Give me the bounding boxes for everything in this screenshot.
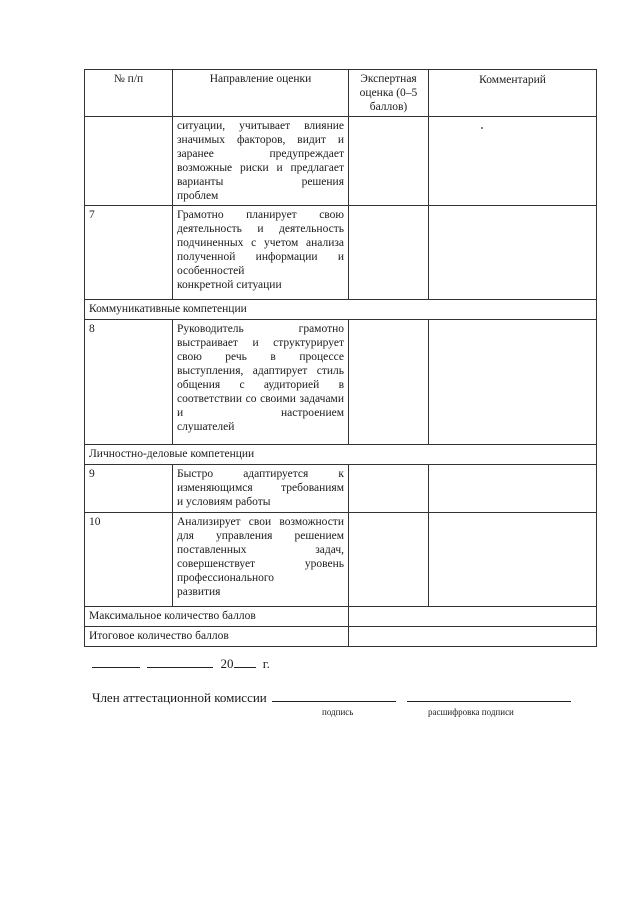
row-description-last: конкретной ситуации xyxy=(177,279,282,291)
table-row xyxy=(85,206,597,300)
year-suffix: г. xyxy=(262,656,270,671)
max-score-row xyxy=(85,607,597,627)
row-description-last: и условиям работы xyxy=(177,496,271,508)
total-score-value[interactable] xyxy=(349,627,597,647)
section-personal-business: Личностно-деловые компетенции xyxy=(85,445,597,465)
max-score-label: Максимальное количество баллов xyxy=(85,607,349,627)
comment-cell[interactable] xyxy=(429,320,597,445)
signature-blank[interactable] xyxy=(272,688,396,702)
row-description-last: проблем xyxy=(177,190,219,202)
row-number: 10 xyxy=(85,513,173,607)
row-description-last: развития xyxy=(177,586,221,598)
section-communicative: Коммуникативные компетенции xyxy=(85,300,597,320)
table-row xyxy=(85,117,597,206)
score-cell[interactable] xyxy=(349,117,429,206)
row-description-text: Быстро адаптируется к изменяющимся требованиям xyxy=(177,468,344,494)
comment-cell[interactable] xyxy=(429,465,597,513)
header-score: Экспертная оценка (0–5 баллов) xyxy=(349,70,429,117)
evaluation-table xyxy=(84,69,597,647)
total-score-label: Итоговое количество баллов xyxy=(85,627,349,647)
year-blank[interactable] xyxy=(234,654,256,668)
table-header-row xyxy=(85,70,597,117)
row-description-last: слушателей xyxy=(177,421,235,433)
commission-label: Член аттестационной комиссии xyxy=(92,690,267,705)
score-cell[interactable] xyxy=(349,513,429,607)
row-description-text: Руководитель грамотно выстраивает и структурирует свою речь в процессе выступления, адаптирует стиль общения с аудиторией в соответствии со своими задачами и настроением xyxy=(177,323,344,419)
header-direction: Направление оценки xyxy=(173,70,349,117)
row-number: 7 xyxy=(85,206,173,300)
commission-line xyxy=(92,688,571,706)
table-row xyxy=(85,320,597,445)
comment-cell[interactable] xyxy=(429,117,597,206)
score-cell[interactable] xyxy=(349,465,429,513)
row-number: 8 xyxy=(85,320,173,445)
row-description-text: Анализирует свои возможности для управления решением поставленных задач, совершенствует уровень профессионального xyxy=(177,516,344,584)
row-description xyxy=(173,465,349,513)
total-score-row xyxy=(85,627,597,647)
decode-blank[interactable] xyxy=(407,688,571,702)
date-line xyxy=(92,654,270,672)
score-cell[interactable] xyxy=(349,320,429,445)
comment-cell[interactable] xyxy=(429,513,597,607)
year-prefix: 20 xyxy=(220,656,234,671)
day-blank[interactable] xyxy=(92,654,140,668)
header-num: № п/п xyxy=(85,70,173,117)
comment-cell[interactable] xyxy=(429,206,597,300)
row-description xyxy=(173,117,349,206)
row-description-text: Грамотно планирует свою деятельность и деятельность подчиненных с учетом анализа полученной информации и особенностей xyxy=(177,209,344,277)
row-description xyxy=(173,320,349,445)
row-description xyxy=(173,513,349,607)
row-number xyxy=(85,117,173,206)
table-row xyxy=(85,513,597,607)
scan-speck xyxy=(481,127,483,129)
section-row xyxy=(85,445,597,465)
row-number: 9 xyxy=(85,465,173,513)
row-description xyxy=(173,206,349,300)
header-comment: Комментарий xyxy=(429,70,597,117)
score-cell[interactable] xyxy=(349,206,429,300)
signature-caption: подпись xyxy=(322,707,354,717)
month-blank[interactable] xyxy=(147,654,213,668)
decode-caption: расшифровка подписи xyxy=(428,707,514,717)
section-row xyxy=(85,300,597,320)
row-description-text: ситуации, учитывает влияние значимых факторов, видит и заранее предупреждает возможные риски и предлагает варианты решения xyxy=(177,120,344,188)
table-row xyxy=(85,465,597,513)
max-score-value[interactable] xyxy=(349,607,597,627)
